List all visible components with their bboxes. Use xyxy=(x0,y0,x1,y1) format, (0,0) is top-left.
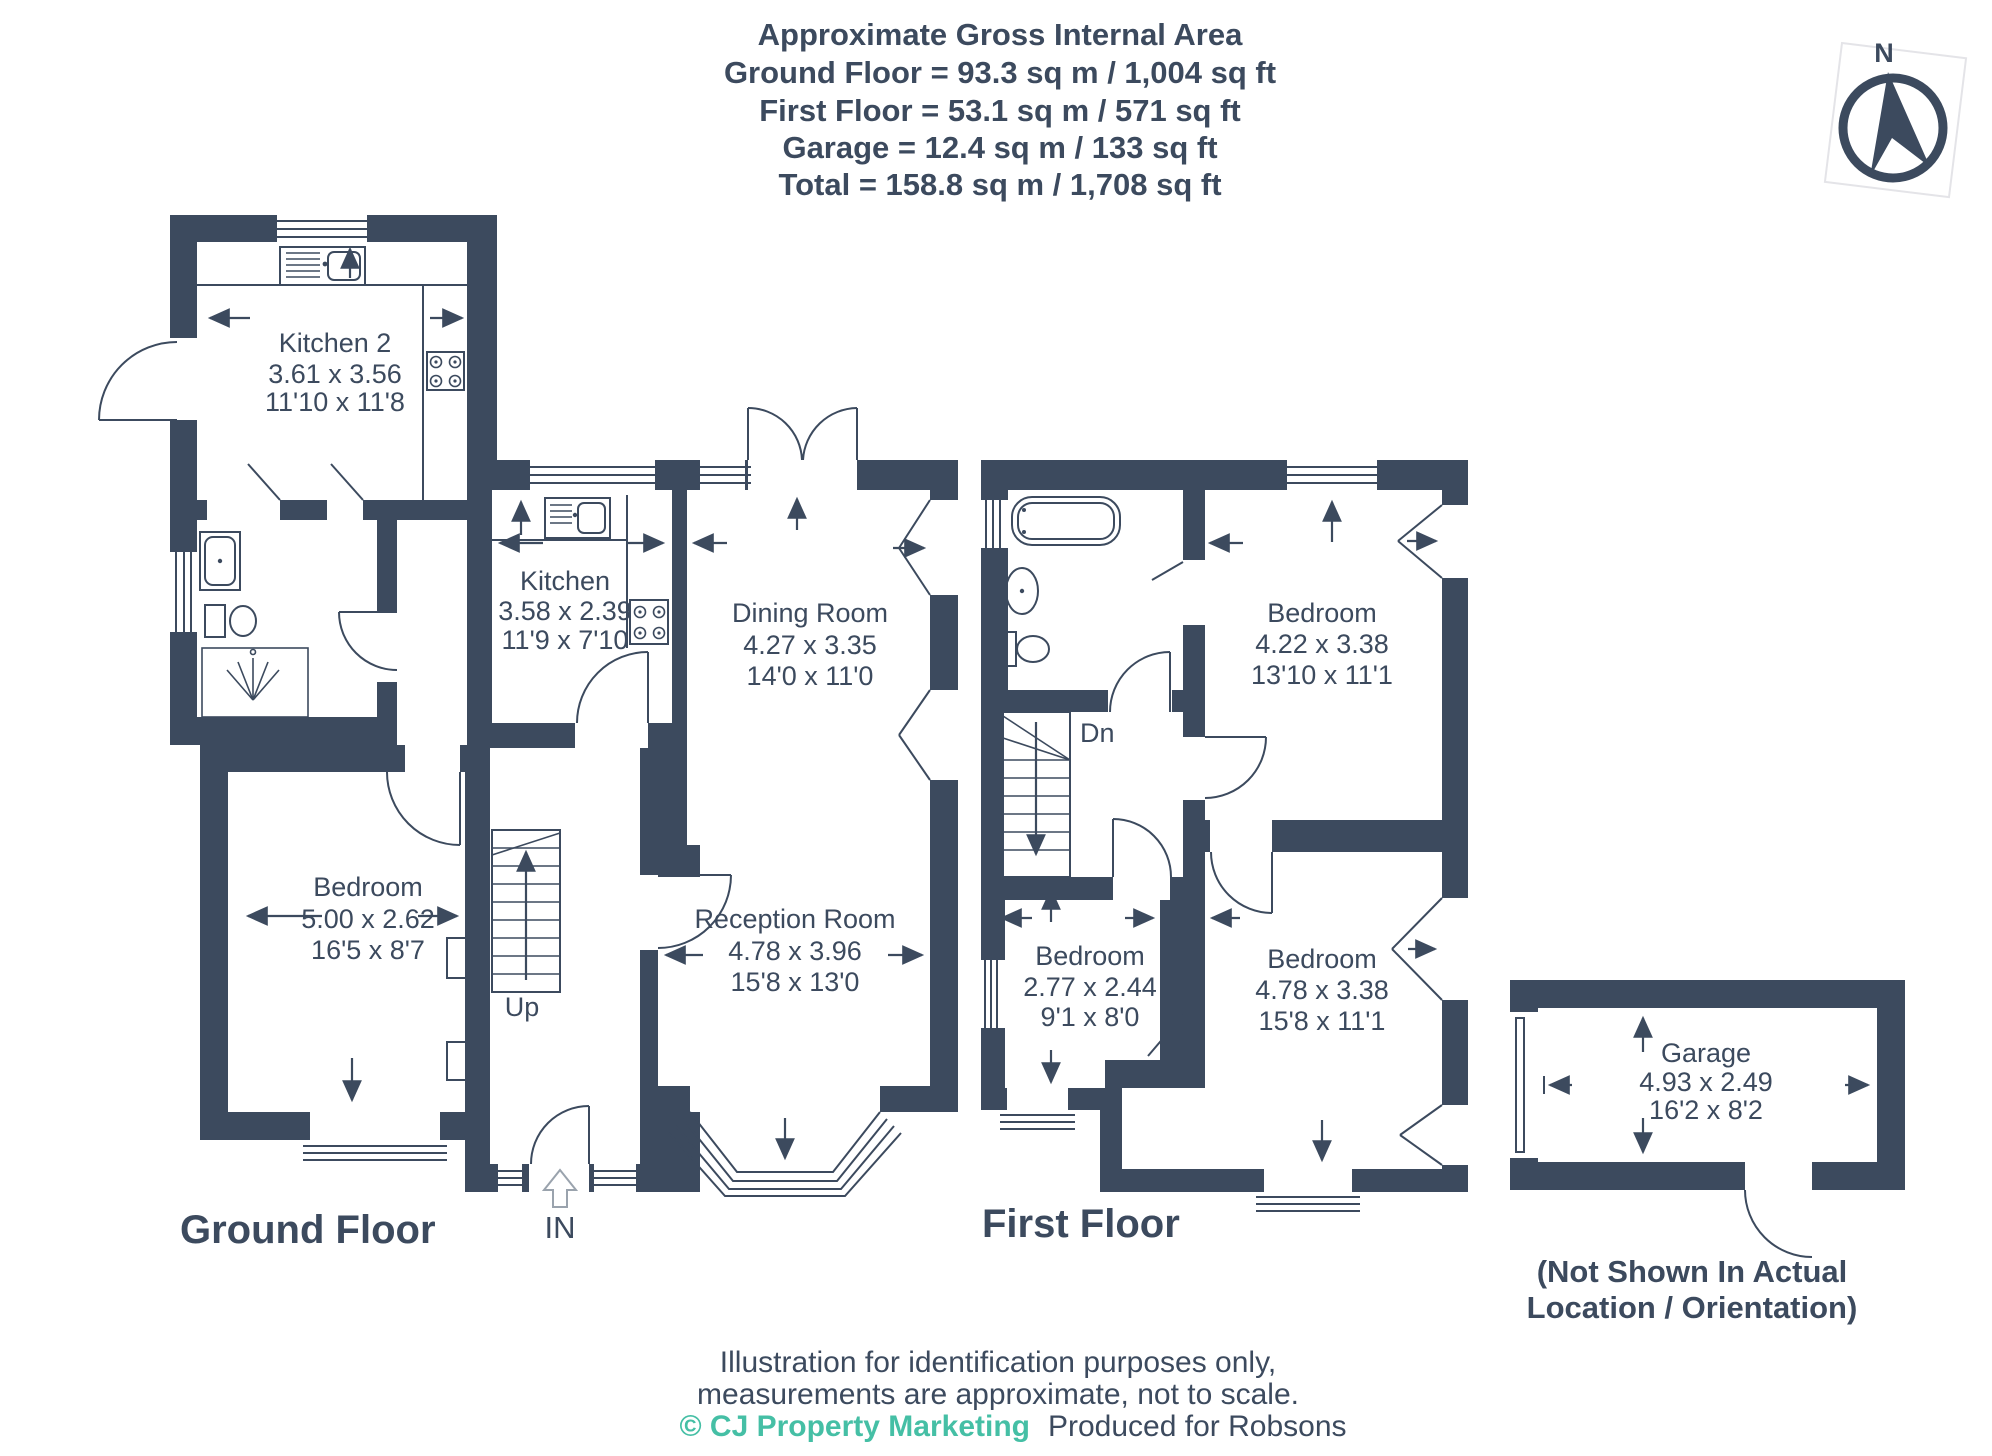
svg-text:15'8 x 13'0: 15'8 x 13'0 xyxy=(730,967,860,997)
svg-text:5.00 x 2.62: 5.00 x 2.62 xyxy=(301,904,435,934)
svg-text:4.78 x 3.38: 4.78 x 3.38 xyxy=(1255,975,1389,1005)
room-label-dining xyxy=(732,598,888,691)
header-garage: Garage = 12.4 sq m / 133 sq ft xyxy=(782,130,1218,165)
svg-text:2.77 x 2.44: 2.77 x 2.44 xyxy=(1023,972,1157,1002)
area-summary xyxy=(724,17,1276,202)
entrance-label: IN xyxy=(544,1210,576,1245)
bedroom-ground-window xyxy=(303,1146,447,1160)
svg-text:4.22 x 3.38: 4.22 x 3.38 xyxy=(1255,629,1389,659)
room-label-bedroom-ground xyxy=(301,872,435,965)
svg-text:4.93 x 2.49: 4.93 x 2.49 xyxy=(1639,1067,1773,1097)
compass-north-label: N xyxy=(1874,38,1894,68)
svg-text:Garage: Garage xyxy=(1660,1038,1752,1068)
svg-text:3.58 x 2.39: 3.58 x 2.39 xyxy=(498,596,632,626)
header-first: First Floor = 53.1 sq m / 571 sq ft xyxy=(759,93,1241,128)
svg-text:16'5 x 8'7: 16'5 x 8'7 xyxy=(311,935,425,965)
svg-text:Bedroom: Bedroom xyxy=(313,872,423,902)
svg-text:16'2 x 8'2: 16'2 x 8'2 xyxy=(1649,1095,1763,1125)
svg-text:13'10 x 11'1: 13'10 x 11'1 xyxy=(1251,660,1393,690)
stairs-up-label: Up xyxy=(504,992,540,1022)
stairs-down-label: Dn xyxy=(1080,718,1115,748)
footer-line2: measurements are approximate, not to scale. xyxy=(697,1378,1299,1411)
svg-text:4.78 x 3.96: 4.78 x 3.96 xyxy=(728,936,862,966)
svg-text:Bedroom: Bedroom xyxy=(1267,944,1377,974)
header-ground: Ground Floor = 93.3 sq m / 1,004 sq ft xyxy=(723,55,1277,90)
room-label-bedroom-one xyxy=(1251,598,1393,690)
svg-text:15'8 x 11'1: 15'8 x 11'1 xyxy=(1258,1006,1386,1036)
compass-icon xyxy=(1825,38,1966,197)
room-label-kitchen2 xyxy=(265,328,405,417)
svg-text:9'1 x 8'0: 9'1 x 8'0 xyxy=(1040,1002,1140,1032)
footer-copyright: © CJ Property Marketing xyxy=(679,1410,1030,1443)
svg-text:Bedroom: Bedroom xyxy=(1035,941,1145,971)
garage-door-arc xyxy=(1745,1190,1812,1257)
svg-text:Reception Room: Reception Room xyxy=(694,904,896,934)
ground-floor-plan xyxy=(99,215,958,1245)
svg-text:11'9 x 7'10: 11'9 x 7'10 xyxy=(501,625,629,655)
footer-line1: Illustration for identification purposes only, xyxy=(719,1346,1277,1379)
first-floor-label: First Floor xyxy=(982,1202,1180,1246)
header-total: Total = 158.8 sq m / 1,708 sq ft xyxy=(778,167,1222,202)
ground-floor-label: Ground Floor xyxy=(180,1208,436,1252)
svg-text:4.27 x 3.35: 4.27 x 3.35 xyxy=(743,630,877,660)
room-label-bedroom-two xyxy=(1023,941,1157,1032)
svg-text:14'0 x 11'0: 14'0 x 11'0 xyxy=(746,661,874,691)
room-label-bedroom-three xyxy=(1255,944,1389,1036)
svg-text:Bedroom: Bedroom xyxy=(1267,598,1377,628)
garage-plan xyxy=(1510,980,1905,1325)
svg-text:Kitchen: Kitchen xyxy=(519,566,611,596)
garage-note-line2: Location / Orientation) xyxy=(1526,1290,1858,1325)
first-floor-plan xyxy=(981,460,1468,1211)
french-doors xyxy=(748,408,857,460)
bedroom-three-window-bottom xyxy=(1256,1197,1360,1211)
svg-text:11'10 x 11'8: 11'10 x 11'8 xyxy=(265,387,405,417)
svg-text:3.61 x 3.56: 3.61 x 3.56 xyxy=(268,359,402,389)
garage-note-line1: (Not Shown In Actual xyxy=(1536,1254,1848,1289)
svg-text:Kitchen 2: Kitchen 2 xyxy=(278,328,392,358)
kitchen2-door-arc xyxy=(99,342,177,420)
header-title: Approximate Gross Internal Area xyxy=(757,17,1243,52)
svg-text:Dining Room: Dining Room xyxy=(731,598,889,628)
footer xyxy=(679,1346,1346,1443)
footer-produced: Produced for Robsons xyxy=(1048,1410,1347,1443)
